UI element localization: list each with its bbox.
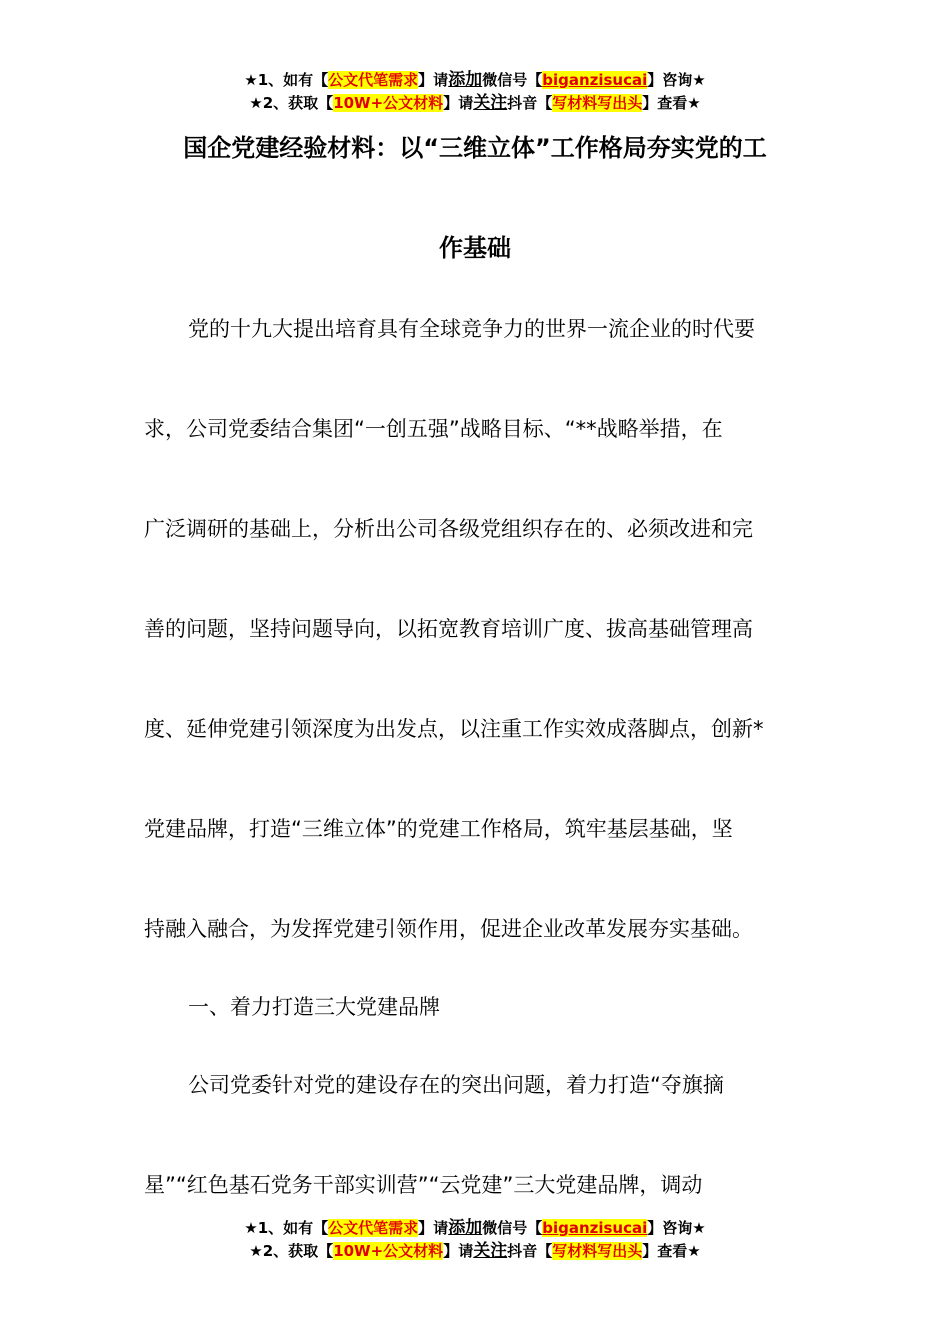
section-heading: 一、着力打造三大党建品牌 (188, 995, 440, 1019)
promo-text: 】咨询★ (647, 1219, 706, 1237)
promo-line-1 (0, 1217, 950, 1240)
wechat-id-link[interactable]: biganzisucai (542, 1219, 648, 1237)
document-title-line-1: 国企党建经验材料：以“三维立体”工作格局夯实党的工 (183, 134, 767, 162)
body-line: 广泛调研的基础上，分析出公司各级党组织存在的、必须改进和完 (144, 517, 753, 541)
highlight-douyin: 写材料写出头 (552, 94, 643, 112)
promo-text: ★1、如有【 (244, 1219, 329, 1237)
body-line: 党建品牌，打造“三维立体”的党建工作格局，筑牢基层基础，坚 (144, 817, 733, 841)
promo-line-1 (0, 69, 950, 92)
promo-text: 抖音【 (507, 1242, 553, 1260)
body-line: 度、延伸党建引领深度为出发点，以注重工作实效成落脚点，创新* (144, 717, 764, 741)
highlight-materials: 10W+公文材料 (333, 1242, 444, 1260)
promo-text: 抖音【 (507, 94, 553, 112)
emphasis-add: 添加 (448, 70, 483, 90)
document-title-line-2: 作基础 (439, 234, 511, 262)
emphasis-follow: 关注 (473, 93, 508, 113)
body-line: 求，公司党委结合集团“一创五强”战略目标、“**战略举措，在 (144, 417, 723, 441)
highlight-service: 公文代笔需求 (328, 71, 419, 89)
body-line: 星”“红色基石党务干部实训营”“云党建”三大党建品牌，调动 (144, 1173, 703, 1197)
promo-banner-top (0, 69, 950, 115)
body-line: 善的问题，坚持问题导向，以拓宽教育培训广度、拔高基础管理高 (144, 617, 753, 641)
body-line: 公司党委针对党的建设存在的突出问题，着力打造“夺旗摘 (188, 1073, 724, 1097)
promo-line-2 (0, 92, 950, 115)
highlight-douyin: 写材料写出头 (552, 1242, 643, 1260)
promo-text: 】查看★ (642, 94, 701, 112)
promo-text: 微信号【 (482, 71, 543, 89)
highlight-materials: 10W+公文材料 (333, 94, 444, 112)
wechat-id-link[interactable]: biganzisucai (542, 71, 648, 89)
promo-text: 微信号【 (482, 1219, 543, 1237)
promo-text: ★2、获取【 (249, 94, 334, 112)
promo-text: 】请 (418, 71, 449, 89)
promo-line-2 (0, 1240, 950, 1263)
promo-text: 】请 (418, 1219, 449, 1237)
emphasis-add: 添加 (448, 1218, 483, 1238)
body-line: 持融入融合，为发挥党建引领作用，促进企业改革发展夯实基础。 (144, 917, 753, 941)
promo-text: 】请 (443, 1242, 474, 1260)
promo-banner-bottom (0, 1217, 950, 1263)
promo-text: ★2、获取【 (249, 1242, 334, 1260)
body-line: 党的十九大提出培育具有全球竞争力的世界一流企业的时代要 (188, 317, 755, 341)
promo-text: 】咨询★ (647, 71, 706, 89)
emphasis-follow: 关注 (473, 1241, 508, 1261)
promo-text: 】查看★ (642, 1242, 701, 1260)
promo-text: ★1、如有【 (244, 71, 329, 89)
highlight-service: 公文代笔需求 (328, 1219, 419, 1237)
promo-text: 】请 (443, 94, 474, 112)
